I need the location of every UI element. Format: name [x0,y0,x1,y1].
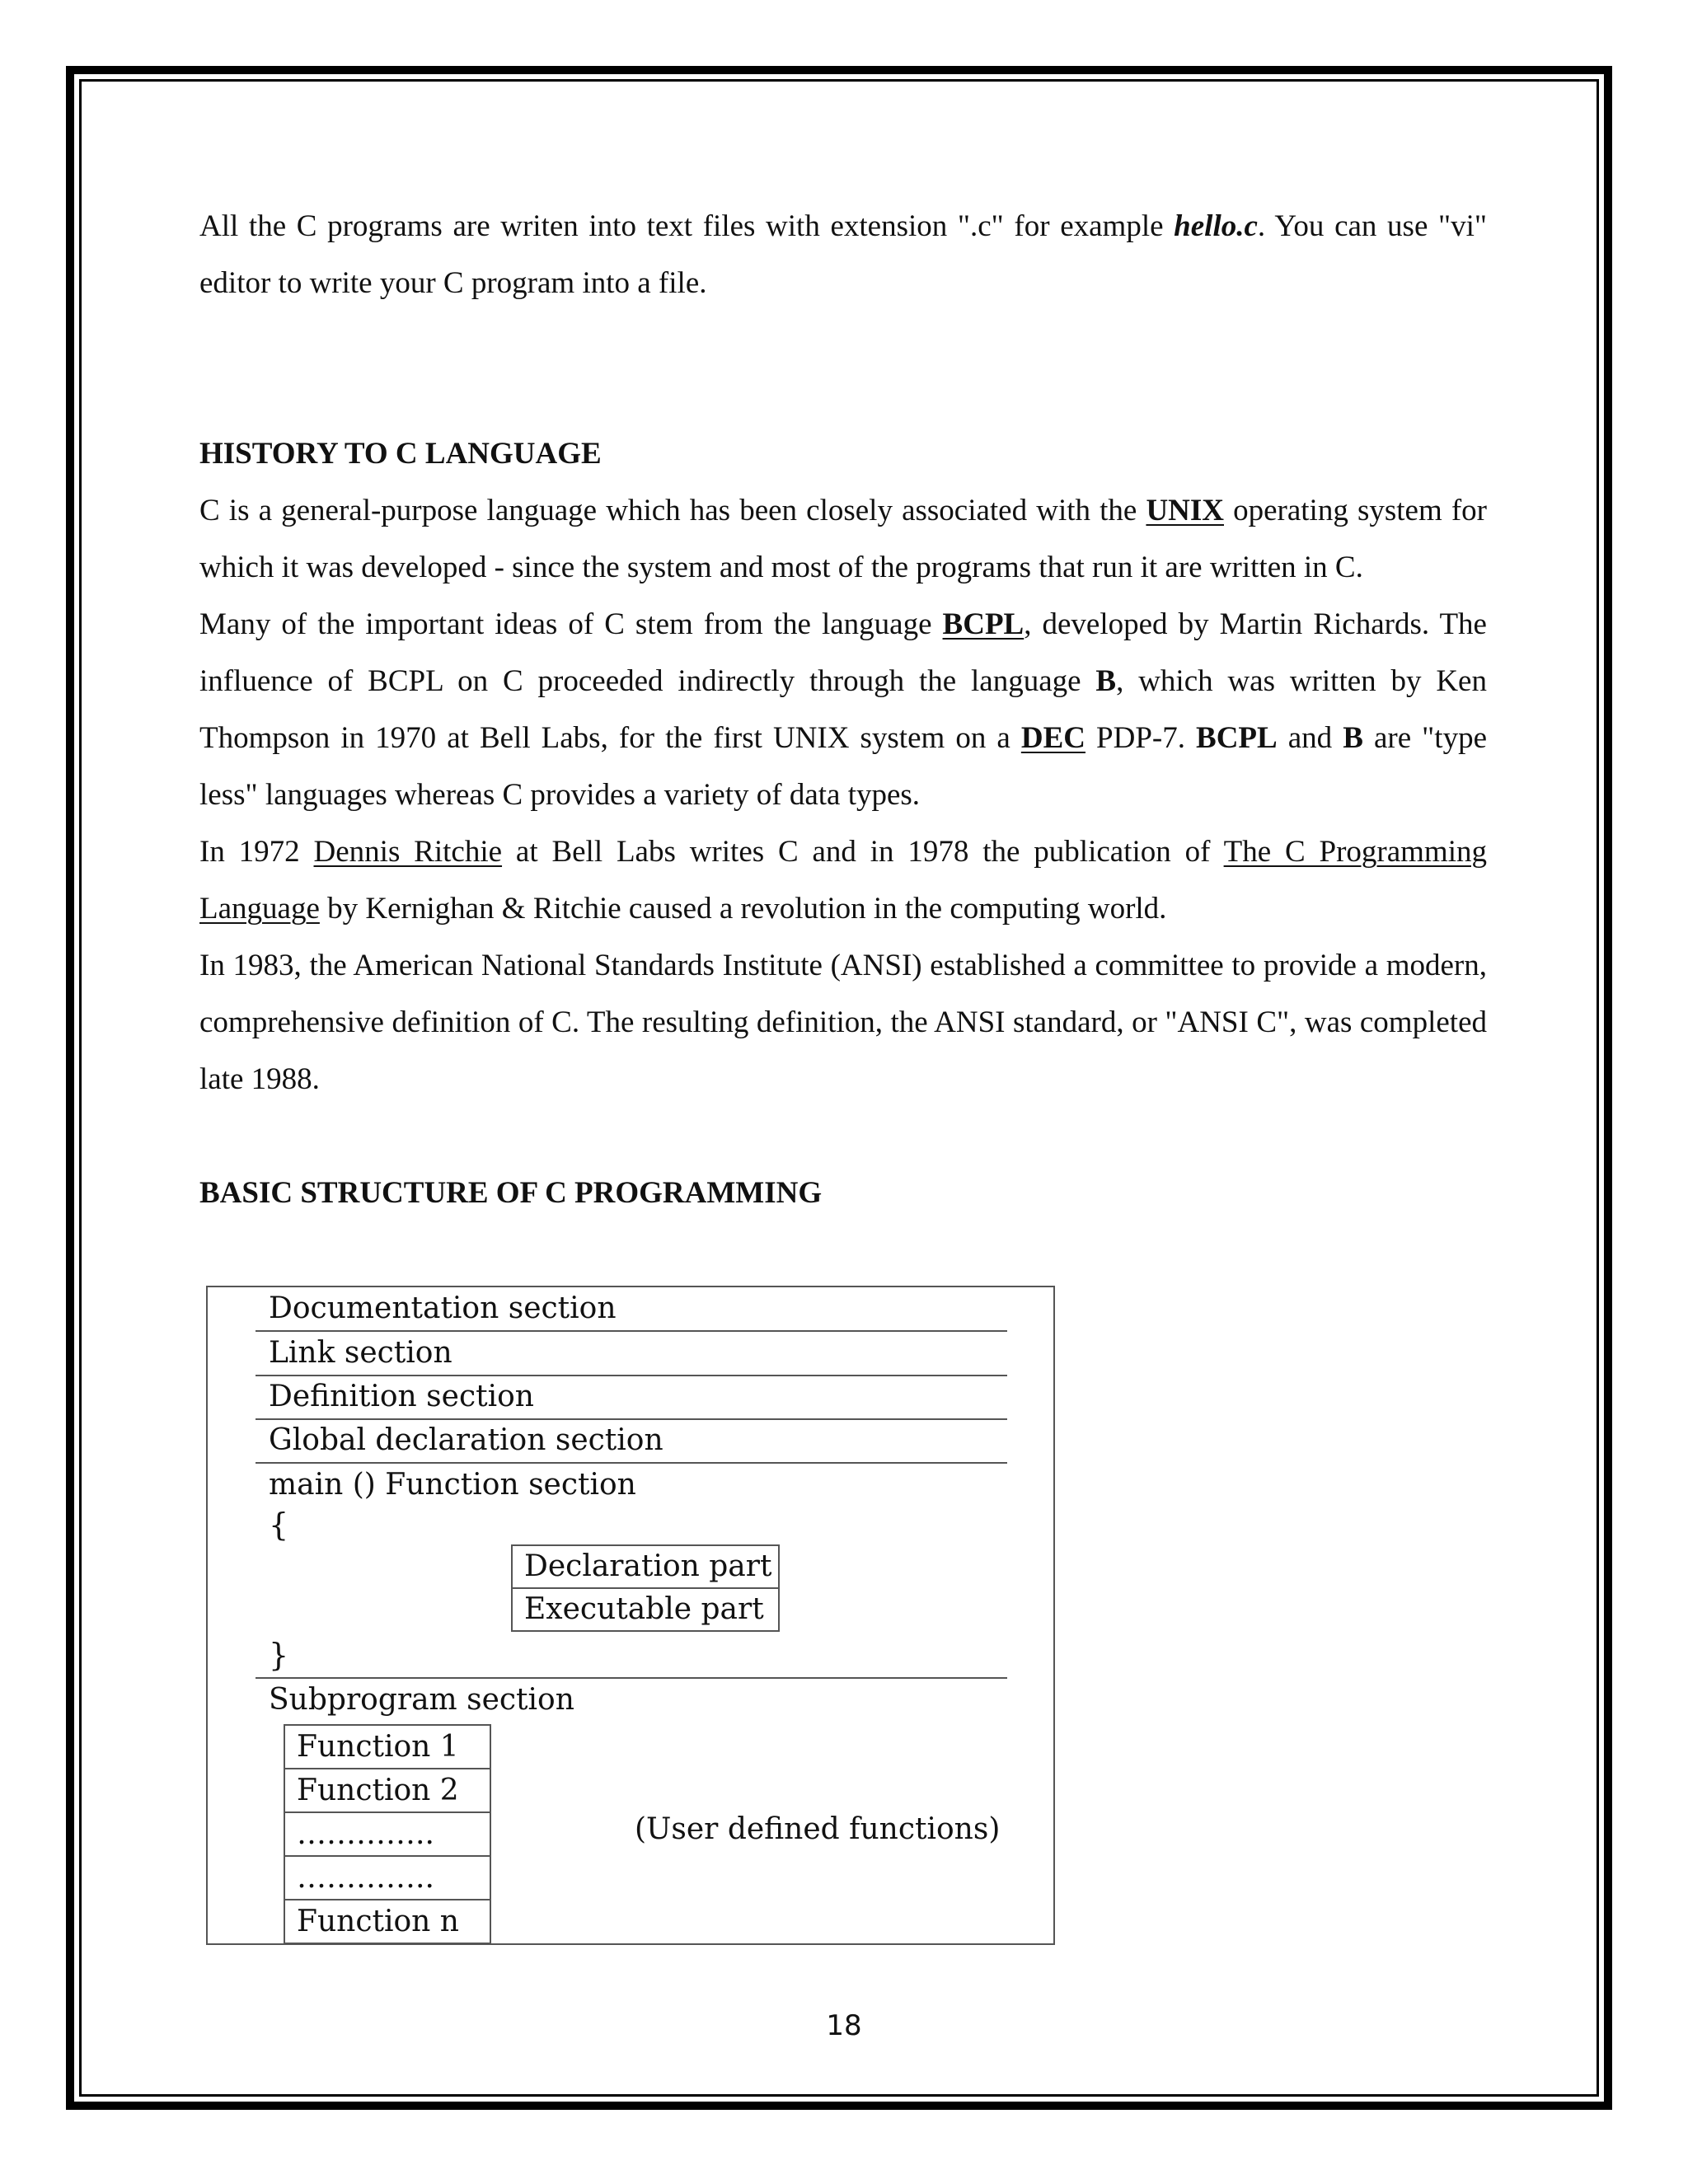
intro-text-end: . You can use "vi" editor to write your C program into a file. [199,209,1487,300]
function-item: ………….. [285,1857,490,1900]
text-run: C is a general-purpose language which has been closely associated with the [199,494,1146,527]
c-programming-language-link[interactable]: The C Programming Language [199,835,1487,926]
history-paragraph-4: In 1983, the American National Standards Institute (ANSI) established a committee to provide a modern, comprehensive definition of C. The resulting definition, the ANSI standard, or "ANSI C", was completed late 1988. [199,949,1487,1096]
documentation-section: Documentation section [256,1287,1007,1332]
function-item: ………….. [285,1813,490,1857]
dec-link[interactable]: DEC [1020,721,1085,755]
structure-heading: BASIC STRUCTURE OF C PROGRAMMING [199,1176,823,1210]
bcpl-link[interactable]: BCPL [942,607,1025,641]
text-run: by Kernighan & Ritchie caused a revolution in the computing world. [319,892,1167,926]
declaration-part: Declaration part [513,1546,778,1589]
spacer [199,1108,1487,1165]
bcpl-bold: BCPL [1196,721,1278,755]
file-example: hello.c [1174,209,1258,243]
function-item: Function n [297,1905,459,1938]
text-run: operating system for which it was developed - since the system and most of the programs that run it are written in C. [199,494,1487,584]
subprogram-section: Subprogram section [256,1677,1007,1722]
b-language: B [1095,664,1117,698]
unix-link[interactable]: UNIX [1146,494,1224,527]
text-run: PDP-7. [1085,721,1197,755]
function-item: Function 2 [285,1769,490,1813]
text-run: , developed by Martin Richards. The influence of BCPL on C proceeded indirectly through the language [199,607,1487,698]
user-defined-functions-label: (User defined functions) [635,1812,1001,1846]
dennis-ritchie-link[interactable]: Dennis Ritchie [313,835,503,869]
page-number: 18 [826,2009,862,2042]
text-run: Many of the important ideas of C stem from the language [199,607,943,641]
close-brace: } [269,1637,289,1673]
spacer [199,312,1487,425]
b-bold: B [1343,721,1363,755]
executable-part: Executable part [524,1592,764,1626]
text-run: are "type less" languages whereas C provides a variety of data types. [199,721,1487,812]
global-declaration-section: Global declaration section [256,1419,1007,1464]
main-function-section: main () Function section [269,1468,636,1502]
text-run: In 1972 [199,835,314,869]
function-list-box [284,1724,491,1944]
function-item: Function 1 [285,1726,490,1769]
link-section: Link section [256,1332,1007,1376]
text-run: at Bell Labs writes C and in 1978 the publication of [502,835,1224,869]
c-structure-diagram [206,1286,1055,1945]
history-paragraph-2 [199,596,1487,823]
main-body-box [511,1544,780,1632]
page-content [199,198,1487,1221]
history-paragraph-1 [199,482,1487,596]
history-heading: HISTORY TO C LANGUAGE [199,437,602,471]
intro-text: All the C programs are writen into text files with extension ".c" for example [199,209,1175,243]
open-brace: { [269,1507,289,1543]
definition-section: Definition section [256,1376,1007,1420]
history-paragraph-3 [199,823,1487,937]
text-run: and [1277,721,1343,755]
intro-paragraph [199,198,1487,312]
text-run: , which was written by Ken Thompson in 1970 at Bell Labs, for the first UNIX system on a [199,664,1487,755]
